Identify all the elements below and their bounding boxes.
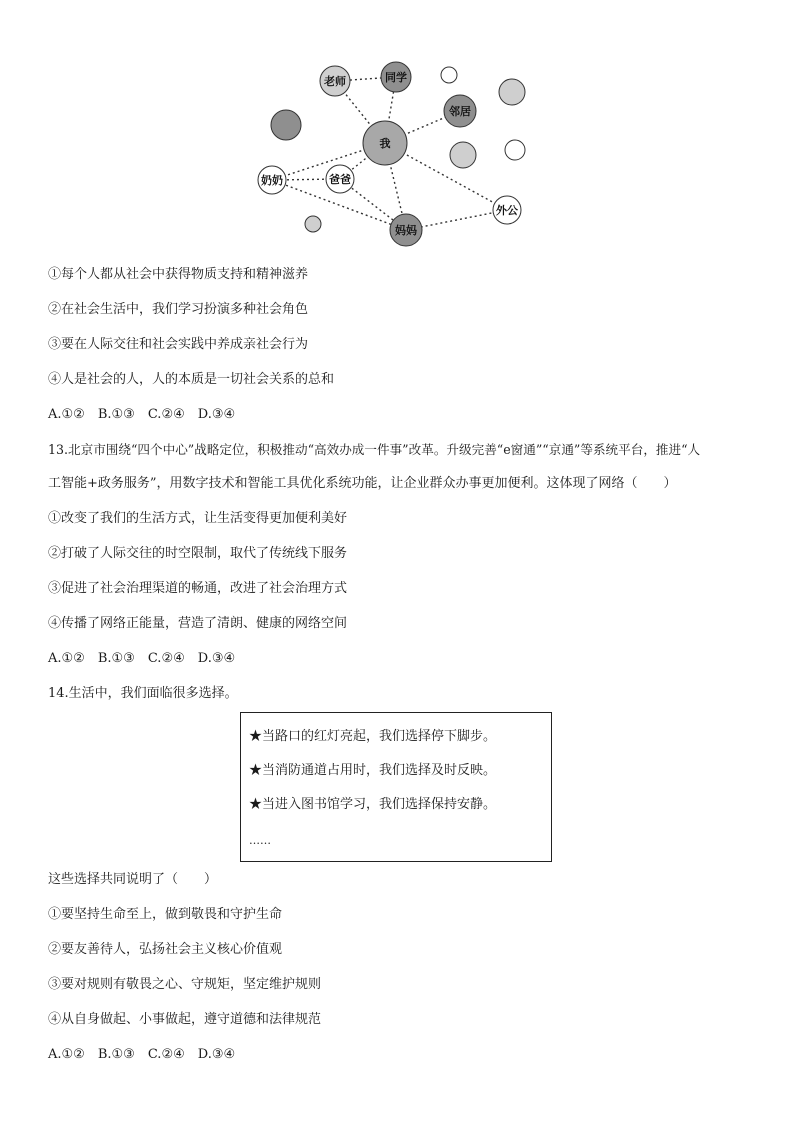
unlabeled-node [505, 140, 525, 160]
q12-option-3: ③要在人际交往和社会实践中养成亲社会行为 [48, 337, 309, 352]
node-teacher [320, 66, 350, 96]
node-neighbor [444, 95, 476, 127]
node-me [363, 121, 407, 165]
q13-choices: A.①② B.①③ C.②④ D.③④ [48, 651, 236, 666]
q14-option-2: ②要友善待人，弘扬社会主义核心价值观 [48, 942, 283, 957]
q14-question: 这些选择共同说明了（ ） [48, 872, 218, 887]
q13-stem-line1: 13.北京市围绕“四个中心”战略定位，积极推动“高效办成一件事”改革。升级完善“e窗通”“京通”等系统平台，推进“人 [48, 442, 701, 457]
node-me-label: 我 [379, 137, 391, 150]
q14-option-1: ①要坚持生命至上，做到敬畏和守护生命 [48, 907, 283, 922]
unlabeled-node [305, 216, 321, 232]
node-grandma [258, 166, 286, 194]
q12-option-2: ②在社会生活中，我们学习扮演多种社会角色 [48, 302, 309, 317]
node-grandpa-label: 外公 [496, 204, 518, 217]
node-neighbor-label: 邻居 [449, 105, 471, 118]
q13-option-3: ③促进了社会治理渠道的畅通，改进了社会治理方式 [48, 581, 348, 596]
q14-option-3: ③要对规则有敬畏之心、守规矩，坚定维护规则 [48, 977, 322, 992]
q13-stem-line2: 工智能+政务服务”，用数字技术和智能工具优化系统功能，让企业群众办事更加便利。这体现了网络（ ） [48, 476, 677, 491]
unlabeled-node [441, 67, 457, 83]
q14-box-ellipsis: …… [249, 834, 271, 847]
q12-option-1: ①每个人都从社会中获得物质支持和精神滋养 [48, 267, 309, 282]
node-dad-label: 爸爸 [329, 173, 351, 186]
q14-box-line-1: ★当路口的红灯亮起，我们选择停下脚步。 [249, 729, 497, 744]
node-classmate [381, 62, 411, 92]
node-mom-label: 妈妈 [395, 224, 417, 237]
q13-option-1: ①改变了我们的生活方式，让生活变得更加便利美好 [48, 511, 348, 526]
q12-choices: A.①② B.①③ C.②④ D.③④ [48, 407, 236, 422]
social-network-diagram [240, 55, 540, 250]
unlabeled-node [271, 110, 301, 140]
q13-option-4: ④传播了网络正能量，营造了清朗、健康的网络空间 [48, 616, 348, 631]
node-grandma-label: 奶奶 [261, 174, 283, 187]
q14-box-line-2: ★当消防通道占用时，我们选择及时反映。 [249, 763, 497, 778]
q13-option-2: ②打破了人际交往的时空限制，取代了传统线下服务 [48, 546, 348, 561]
node-grandpa [493, 196, 521, 224]
q14-choices: A.①② B.①③ C.②④ D.③④ [48, 1047, 236, 1062]
social-network-svg [240, 55, 540, 250]
node-teacher-label: 老师 [324, 75, 346, 88]
q14-option-4: ④从自身做起、小事做起，遵守道德和法律规范 [48, 1012, 322, 1027]
node-dad [326, 165, 354, 193]
unlabeled-node [499, 79, 525, 105]
node-mom [390, 214, 422, 246]
q12-option-4: ④人是社会的人，人的本质是一切社会关系的总和 [48, 372, 335, 387]
unlabeled-node [450, 142, 476, 168]
q14-stem: 14.生活中，我们面临很多选择。 [48, 686, 238, 701]
q14-material-box [240, 712, 552, 862]
node-classmate-label: 同学 [385, 71, 407, 84]
q14-box-line-3: ★当进入图书馆学习，我们选择保持安静。 [249, 797, 497, 812]
